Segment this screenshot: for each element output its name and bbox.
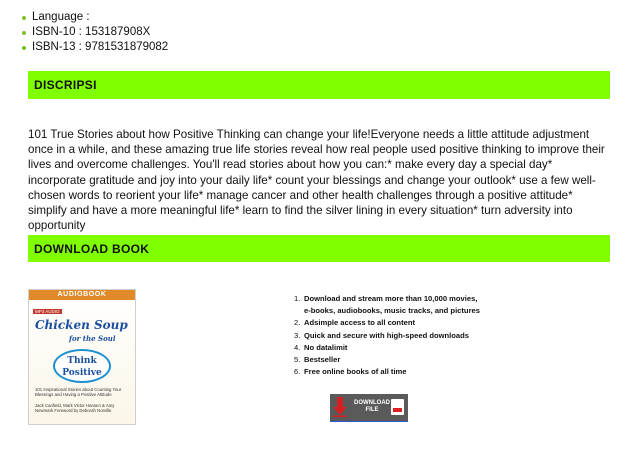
feature-item: 1. Download and stream more than 10,000 movies,: [294, 294, 478, 303]
bullet-icon: [22, 16, 26, 20]
metadata-isbn10: ISBN-10 : 153187908X: [22, 25, 168, 40]
feature-item: 4. No datalimit: [294, 342, 348, 352]
metadata-language: Language :: [22, 10, 168, 25]
description-header: [28, 71, 610, 99]
download-header: [28, 235, 610, 262]
feature-item: e-books, audiobooks, music tracks, and pictures: [304, 306, 480, 316]
book-description: 101 True Stories about how Positive Thinking can change your life!Everyone needs a little attitude adjustment once in a while, and these amazing true life stories reveal how real people used positive thinking to improve their lives and overcome challenges. You'll read stories about how you can:* make every day a special day* incorporate gratitude and joy into your daily life* count your blessings and change your outlook* use a few well-chosen words to reorient your life* manage cancer and other health challenges through a positive attitude* simplify and have a more meaningful life* learn to find the silver lining in every situation* turn adversity into opportunity: [28, 128, 605, 233]
bullet-icon: [22, 31, 26, 35]
feature-item: 5. Bestseller: [294, 355, 341, 365]
pdf-document-icon: [391, 399, 404, 415]
cover-title-line1: Think: [67, 356, 97, 366]
cover-brand-line2: for the Soul: [69, 334, 116, 343]
download-arrow-icon: [333, 397, 347, 417]
download-file-button[interactable]: [330, 394, 408, 422]
description-header-label: DISCRIPSI: [34, 78, 97, 92]
cover-title-badge: [53, 349, 111, 383]
cover-format-label: MP3 AUDIO: [35, 309, 60, 314]
download-button-label: DOWNLOAD FILE: [354, 400, 390, 413]
download-header-label: DOWNLOAD BOOK: [34, 241, 150, 256]
feature-item: 6. Free online books of all time: [294, 367, 407, 377]
cover-audiobook-label: AUDIOBOOK: [29, 290, 135, 300]
feature-item: 3. Quick and secure with high-speed downloads: [294, 330, 469, 340]
cover-authors: Jack Canfield, Mark Victor Hansen & Amy Newmark Foreword by Deborah Norville: [35, 403, 115, 413]
feature-item: 2. Adsimple access to all content: [294, 318, 415, 328]
feature-list: [294, 293, 480, 378]
bullet-icon: [22, 46, 26, 50]
cover-tagline: 101 Inspirational Stories about Counting Your Blessings and Having a Positive Attitude: [35, 387, 122, 397]
book-metadata-list: [22, 10, 168, 55]
book-cover-image[interactable]: [28, 289, 136, 425]
cover-title-line2: Positive: [62, 368, 102, 378]
metadata-isbn13: ISBN-13 : 9781531879082: [22, 40, 168, 55]
cover-brand-line1: Chicken Soup: [35, 318, 128, 332]
